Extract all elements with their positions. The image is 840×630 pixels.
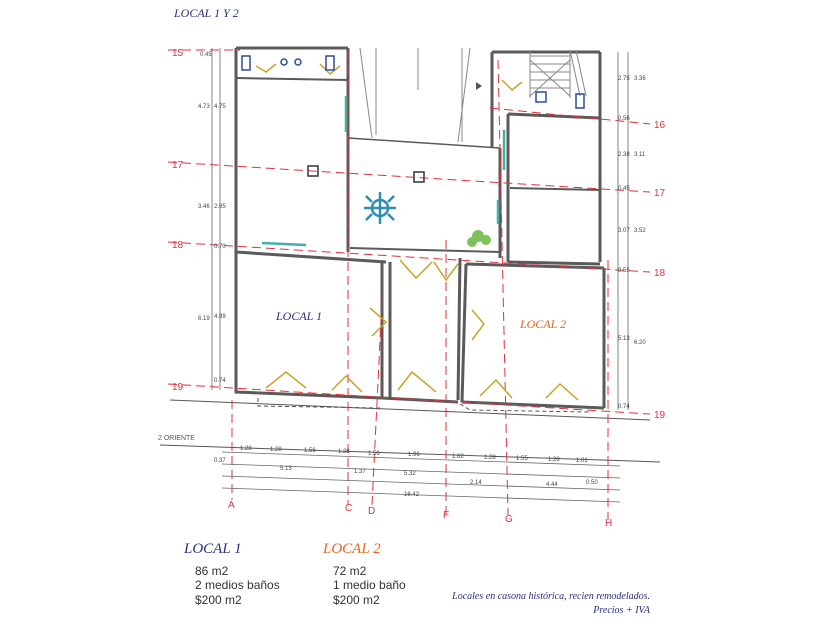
dim-bottom: 5.13 <box>280 466 292 472</box>
dim-bottom: 16.42 <box>404 492 420 498</box>
axis-label-bottom: F <box>443 510 450 521</box>
plant-icon <box>467 230 491 247</box>
dim-left: 0.45 <box>200 52 212 58</box>
fixtures <box>242 56 584 182</box>
dim-bottom: 1.56 <box>304 448 316 454</box>
local-2-area: 72 m2 <box>333 564 367 578</box>
dim-right: 2.75 <box>618 76 630 82</box>
dim-bottom: 1.56 <box>368 451 380 457</box>
dim-bottom: 1.55 <box>516 456 528 462</box>
axis-label-bottom: G <box>505 514 513 525</box>
dim-bottom: 1.37 <box>354 469 366 475</box>
local-2-baths: 1 medio baño <box>333 578 406 592</box>
dim-bottom: 1.28 <box>338 449 350 455</box>
dim-right: 0.56 <box>618 116 630 122</box>
axis-label-left: 18 <box>172 240 184 251</box>
description-note <box>400 590 650 618</box>
axis-label-left: 15 <box>172 48 184 59</box>
local-2-price: $200 m2 <box>333 593 380 607</box>
dim-bottom: 0.37 <box>214 458 226 464</box>
axis-label-bottom: H <box>605 518 613 529</box>
axis-label-right: 18 <box>654 268 666 279</box>
dim-bottom: 1.28 <box>548 457 560 463</box>
room-label-local-1: LOCAL 1 <box>276 309 323 323</box>
dim-left: 0.70 <box>214 244 226 250</box>
local-1-title: LOCAL 1 <box>184 541 242 557</box>
dim-right: 3.11 <box>634 152 646 158</box>
page-title: LOCAL 1 Y 2 <box>174 6 239 20</box>
axis-label-right: 17 <box>654 188 666 199</box>
dim-right: 0.55 <box>618 268 630 274</box>
dim-left: 4.99 <box>214 314 226 320</box>
local-1-area: 86 m2 <box>195 564 229 578</box>
dim-bottom: 2.14 <box>470 480 482 486</box>
dim-right: 0.45 <box>618 186 630 192</box>
axis-label-right: 19 <box>654 410 666 421</box>
dim-bottom: 4.44 <box>546 482 558 488</box>
dim-bottom: 1.01 <box>576 458 588 464</box>
dim-left: 4.73 <box>198 104 210 110</box>
dim-bottom: 1.28 <box>484 455 496 461</box>
axis-label-bottom: C <box>345 503 353 514</box>
dim-right: 3.52 <box>634 228 646 234</box>
note-line-1: Locales en casona histórica, recien remodelados. <box>452 591 650 602</box>
dim-left: 4.75 <box>214 104 226 110</box>
dim-bottom: 5.32 <box>404 471 416 477</box>
local-1-price: $200 m2 <box>195 593 242 607</box>
walls <box>236 48 604 408</box>
axis-label-left: 17 <box>172 160 184 171</box>
roof-lines <box>360 48 470 142</box>
dim-bottom: 1.28 <box>270 447 282 453</box>
dim-left: 6.19 <box>198 316 210 322</box>
dim-right: 0.74 <box>618 404 630 410</box>
dim-right: 3.36 <box>634 76 646 82</box>
axis-label-right: 16 <box>654 120 666 131</box>
room-label-local-2: LOCAL 2 <box>520 317 567 331</box>
dim-bottom: 1.28 <box>240 446 252 452</box>
axis-label-bottom: D <box>368 506 376 517</box>
local-2-title: LOCAL 2 <box>323 541 381 557</box>
street-label: 2 ORIENTE <box>158 435 195 442</box>
axis-label-left: 19 <box>172 382 184 393</box>
dim-bottom: 1.96 <box>408 452 420 458</box>
note-line-2: Precios + IVA <box>593 605 650 616</box>
dim-right: 6.20 <box>634 340 646 346</box>
axis-label-bottom: A <box>228 500 235 511</box>
fountain-icon <box>364 192 396 224</box>
dim-right: 2.38 <box>618 152 630 158</box>
dim-bottom: 1.62 <box>452 454 464 460</box>
dim-left: 0.74 <box>214 378 226 384</box>
dim-right: 3.07 <box>618 228 630 234</box>
dim-bottom: 0.50 <box>586 480 598 486</box>
dim-right: 5.13 <box>618 336 630 342</box>
arrow-icon <box>476 82 482 90</box>
dim-left: 2.95 <box>214 204 226 210</box>
stairs <box>530 50 586 98</box>
dim-left: 3.46 <box>198 204 210 210</box>
local-1-baths: 2 medios baños <box>195 578 280 592</box>
